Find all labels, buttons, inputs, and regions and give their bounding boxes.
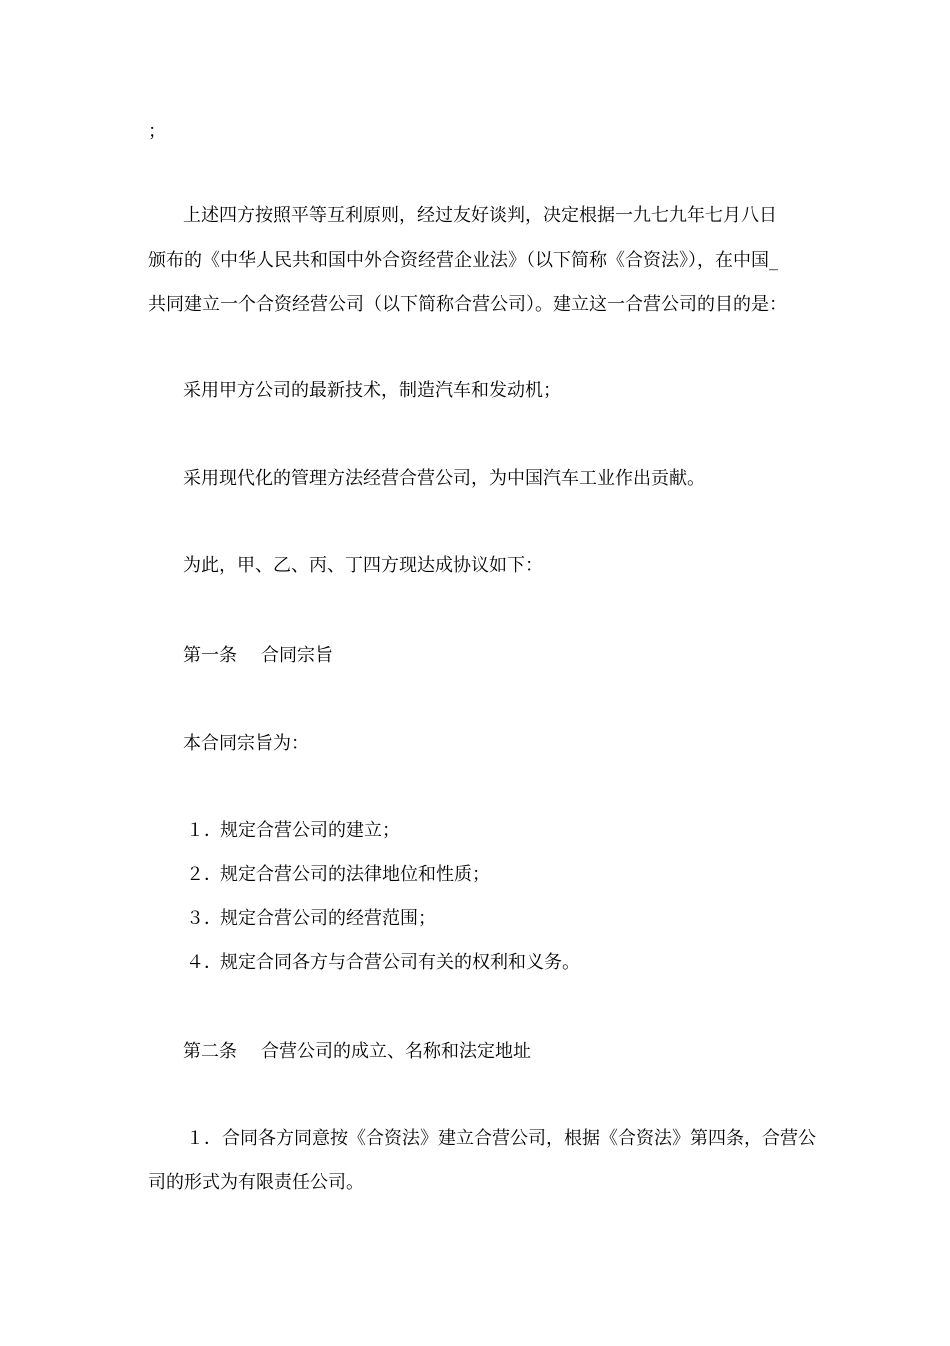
list-item: [186, 819, 400, 843]
article-2-para-1-line-2: 司的形式为有限责任公司。: [148, 1172, 364, 1193]
list-item-text: 规定合营公司的法律地位和性质；: [220, 864, 490, 885]
list-item-number: １．: [186, 820, 222, 841]
article-1-intro: 本合同宗旨为：: [183, 733, 309, 754]
preamble-line-1: 上述四方按照平等互利原则，经过友好谈判，决定根据一九七九年七月八日: [183, 205, 777, 226]
article-1-title: 合同宗旨: [261, 645, 333, 666]
list-item: [186, 863, 490, 887]
article-2-title: 合营公司的成立、名称和法定地址: [261, 1041, 531, 1062]
purpose-2: 采用现代化的管理方法经营合营公司，为中国汽车工业作出贡献。: [183, 468, 705, 489]
list-item: [186, 951, 580, 975]
article-2-number: 第二条: [183, 1041, 237, 1062]
list-item-text: 规定合同各方与合营公司有关的权利和义务。: [220, 952, 580, 973]
list-item-number: ２．: [186, 864, 222, 885]
preamble-line-2: 颁布的《中华人民共和国中外合资经营企业法》（以下简称《合资法》），在中国_: [148, 250, 778, 271]
list-item-text: 规定合营公司的经营范围；: [220, 908, 436, 929]
agreement-intro: 为此，甲、乙、丙、丁四方现达成协议如下：: [183, 555, 543, 576]
purpose-1: 采用甲方公司的最新技术，制造汽车和发动机；: [183, 380, 561, 401]
list-item-text: 规定合营公司的建立；: [220, 820, 400, 841]
article-1-heading: [183, 644, 333, 668]
list-item-number: ４．: [186, 952, 222, 973]
list-item-number: ３．: [186, 908, 222, 929]
article-2-heading: [183, 1040, 531, 1064]
preamble-line-3: 共同建立一个合资经营公司（以下简称合营公司）。建立这一合营公司的目的是：: [148, 294, 787, 315]
leading-semicolon: ；: [148, 121, 166, 142]
article-2-para-1-line-1: １．合同各方同意按《合资法》建立合营公司，根据《合资法》第四条，合营公: [186, 1128, 816, 1149]
list-item: [186, 907, 436, 931]
article-1-number: 第一条: [183, 645, 237, 666]
